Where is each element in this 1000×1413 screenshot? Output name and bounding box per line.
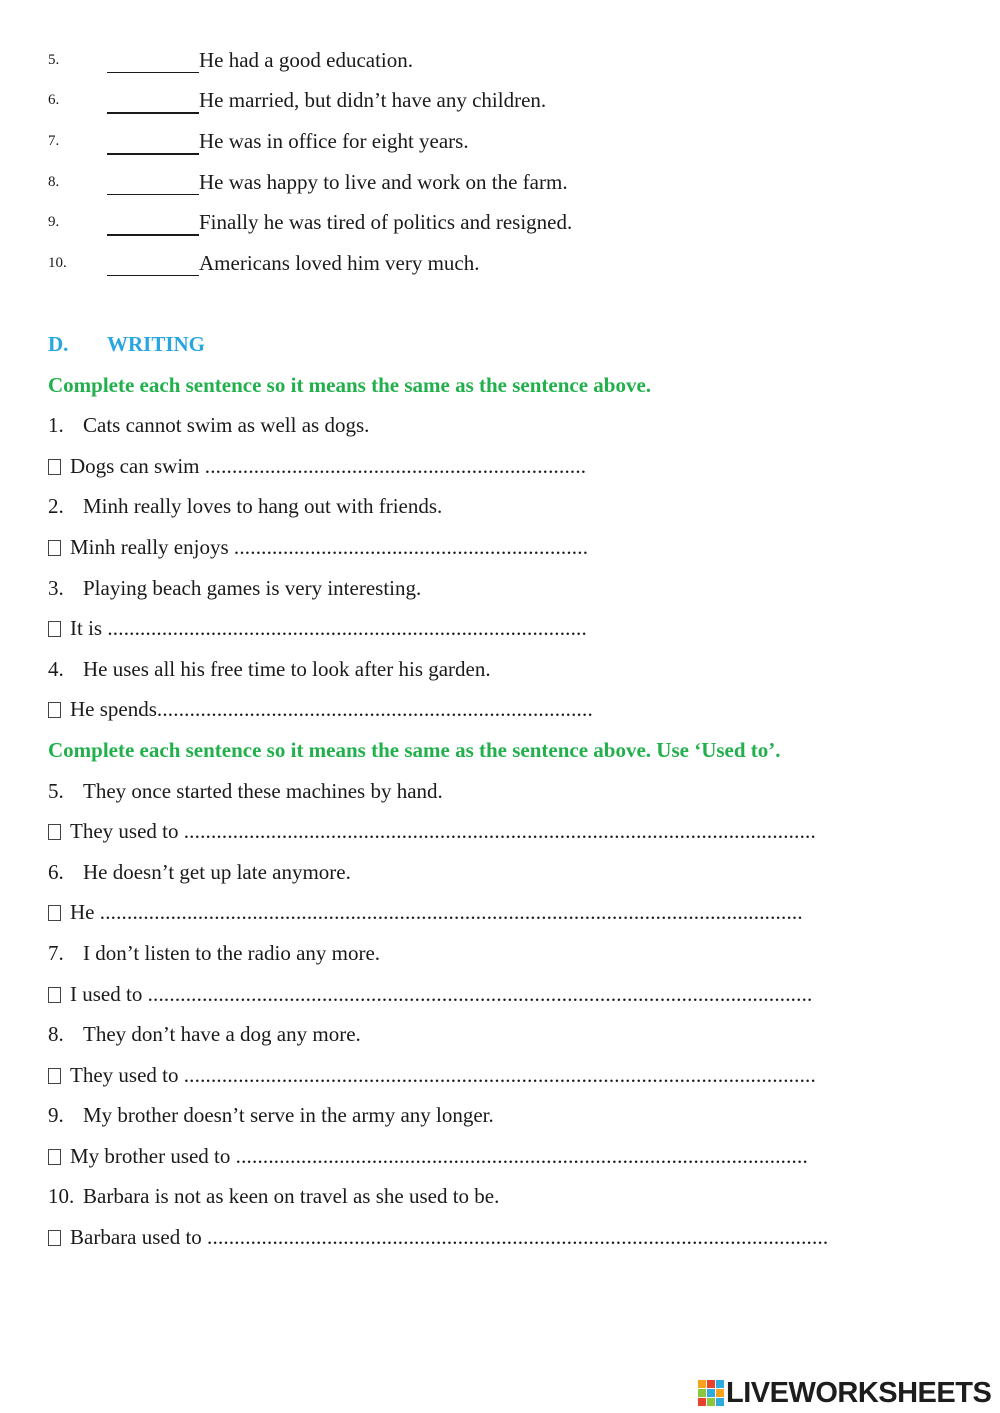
question-9 bbox=[48, 1103, 494, 1128]
question-number: 10. bbox=[48, 1184, 75, 1208]
answer-prompt: They used to bbox=[70, 819, 179, 843]
answer-line-1[interactable] bbox=[48, 454, 586, 479]
question-number: 8. bbox=[48, 1022, 64, 1046]
tf-item-text: He was in office for eight years. bbox=[199, 129, 469, 153]
answer-dots[interactable]: ...................................................................... bbox=[204, 454, 587, 478]
arrow-box-icon bbox=[48, 1230, 61, 1246]
answer-line-10[interactable] bbox=[48, 1225, 890, 1250]
instruction-2: Complete each sentence so it means the same as the sentence above. Use ‘Used to’. bbox=[48, 738, 781, 762]
answer-blank[interactable] bbox=[107, 88, 199, 114]
question-text: Barbara is not as keen on travel as she used to be. bbox=[83, 1184, 500, 1208]
question-text: My brother doesn’t serve in the army any longer. bbox=[83, 1103, 494, 1127]
arrow-box-icon bbox=[48, 540, 61, 556]
question-number: 3. bbox=[48, 576, 64, 600]
question-number: 5. bbox=[48, 779, 64, 803]
question-text: He uses all his free time to look after his garden. bbox=[83, 657, 491, 681]
answer-line-9[interactable] bbox=[48, 1144, 888, 1169]
arrow-box-icon bbox=[48, 1068, 61, 1084]
question-2 bbox=[48, 494, 442, 519]
answer-prompt: Minh really enjoys bbox=[70, 535, 229, 559]
answer-dots[interactable]: .................................................................................................................. bbox=[207, 1225, 829, 1249]
question-number: 6. bbox=[48, 860, 64, 884]
question-3 bbox=[48, 576, 421, 601]
tf-item-number: 5. bbox=[48, 52, 60, 68]
liveworksheets-logo[interactable] bbox=[698, 1376, 991, 1410]
question-text: Minh really loves to hang out with friends. bbox=[83, 494, 443, 518]
answer-dots[interactable]: ................................................................................................................................. bbox=[99, 900, 803, 924]
answer-blank[interactable] bbox=[107, 129, 199, 155]
answer-line-3[interactable] bbox=[48, 616, 587, 641]
answer-dots[interactable]: ................................................................. bbox=[233, 535, 589, 559]
question-text: I don’t listen to the radio any more. bbox=[83, 941, 381, 965]
answer-prompt: He spends bbox=[70, 697, 157, 721]
tf-item-number: 10. bbox=[48, 255, 67, 271]
question-number: 7. bbox=[48, 941, 64, 965]
question-7 bbox=[48, 941, 380, 966]
answer-dots[interactable]: .................................................................................................................... bbox=[183, 1063, 816, 1087]
question-text: Playing beach games is very interesting. bbox=[83, 576, 422, 600]
question-1 bbox=[48, 413, 369, 438]
question-8 bbox=[48, 1022, 361, 1047]
answer-dots[interactable]: ......................................................................................................... bbox=[235, 1144, 808, 1168]
arrow-box-icon bbox=[48, 987, 61, 1003]
question-number: 4. bbox=[48, 657, 64, 681]
answer-blank[interactable] bbox=[107, 170, 199, 195]
question-number: 9. bbox=[48, 1103, 64, 1127]
tf-item-text: Finally he was tired of politics and resigned. bbox=[199, 210, 573, 234]
arrow-box-icon bbox=[48, 905, 61, 921]
question-text: Cats cannot swim as well as dogs. bbox=[83, 413, 370, 437]
answer-dots[interactable]: .......................................................................................................................... bbox=[147, 982, 813, 1006]
arrow-box-icon bbox=[48, 1149, 61, 1165]
tf-item-number: 7. bbox=[48, 133, 60, 149]
answer-dots[interactable]: ................................................................................ bbox=[156, 697, 593, 721]
question-number: 2. bbox=[48, 494, 64, 518]
logo-text: LIVEWORKSHEETS bbox=[726, 1376, 992, 1409]
answer-prompt: My brother used to bbox=[70, 1144, 231, 1168]
question-10 bbox=[48, 1184, 499, 1209]
answer-dots[interactable]: ........................................................................................ bbox=[107, 616, 587, 640]
answer-line-2[interactable] bbox=[48, 535, 588, 560]
answer-line-5[interactable] bbox=[48, 819, 888, 844]
answer-line-6[interactable] bbox=[48, 900, 882, 925]
question-text: They once started these machines by hand. bbox=[83, 779, 443, 803]
tf-item-text: He married, but didn’t have any children. bbox=[199, 88, 547, 112]
arrow-box-icon bbox=[48, 702, 61, 718]
tf-item-number: 9. bbox=[48, 214, 60, 230]
arrow-box-icon bbox=[48, 621, 61, 637]
question-text: They don’t have a dog any more. bbox=[83, 1022, 361, 1046]
answer-prompt: Barbara used to bbox=[70, 1225, 202, 1249]
answer-blank[interactable] bbox=[107, 210, 199, 236]
answer-prompt: He bbox=[70, 900, 95, 924]
answer-prompt: Dogs can swim bbox=[70, 454, 200, 478]
answer-blank[interactable] bbox=[107, 251, 199, 276]
section-title: WRITING bbox=[107, 332, 206, 356]
question-6 bbox=[48, 860, 351, 885]
question-5 bbox=[48, 779, 443, 804]
answer-line-8[interactable] bbox=[48, 1063, 888, 1088]
tf-item-text: Americans loved him very much. bbox=[199, 251, 480, 275]
answer-line-7[interactable] bbox=[48, 982, 882, 1007]
tf-item-text: He had a good education. bbox=[199, 48, 414, 72]
instruction-1: Complete each sentence so it means the same as the sentence above. bbox=[48, 373, 652, 397]
arrow-box-icon bbox=[48, 459, 61, 475]
answer-prompt: It is bbox=[70, 616, 103, 640]
section-letter: D. bbox=[48, 332, 69, 356]
answer-prompt: I used to bbox=[70, 982, 143, 1006]
question-text: He doesn’t get up late anymore. bbox=[83, 860, 351, 884]
answer-blank[interactable] bbox=[107, 48, 199, 73]
arrow-box-icon bbox=[48, 824, 61, 840]
answer-line-4[interactable] bbox=[48, 697, 593, 722]
answer-prompt: They used to bbox=[70, 1063, 179, 1087]
tf-item-text: He was happy to live and work on the farm. bbox=[199, 170, 568, 194]
question-number: 1. bbox=[48, 413, 64, 437]
tf-item-number: 8. bbox=[48, 174, 60, 190]
answer-dots[interactable]: .................................................................................................................... bbox=[183, 819, 816, 843]
question-4 bbox=[48, 657, 491, 682]
tf-item-number: 6. bbox=[48, 92, 60, 108]
logo-grid-icon bbox=[698, 1380, 724, 1406]
